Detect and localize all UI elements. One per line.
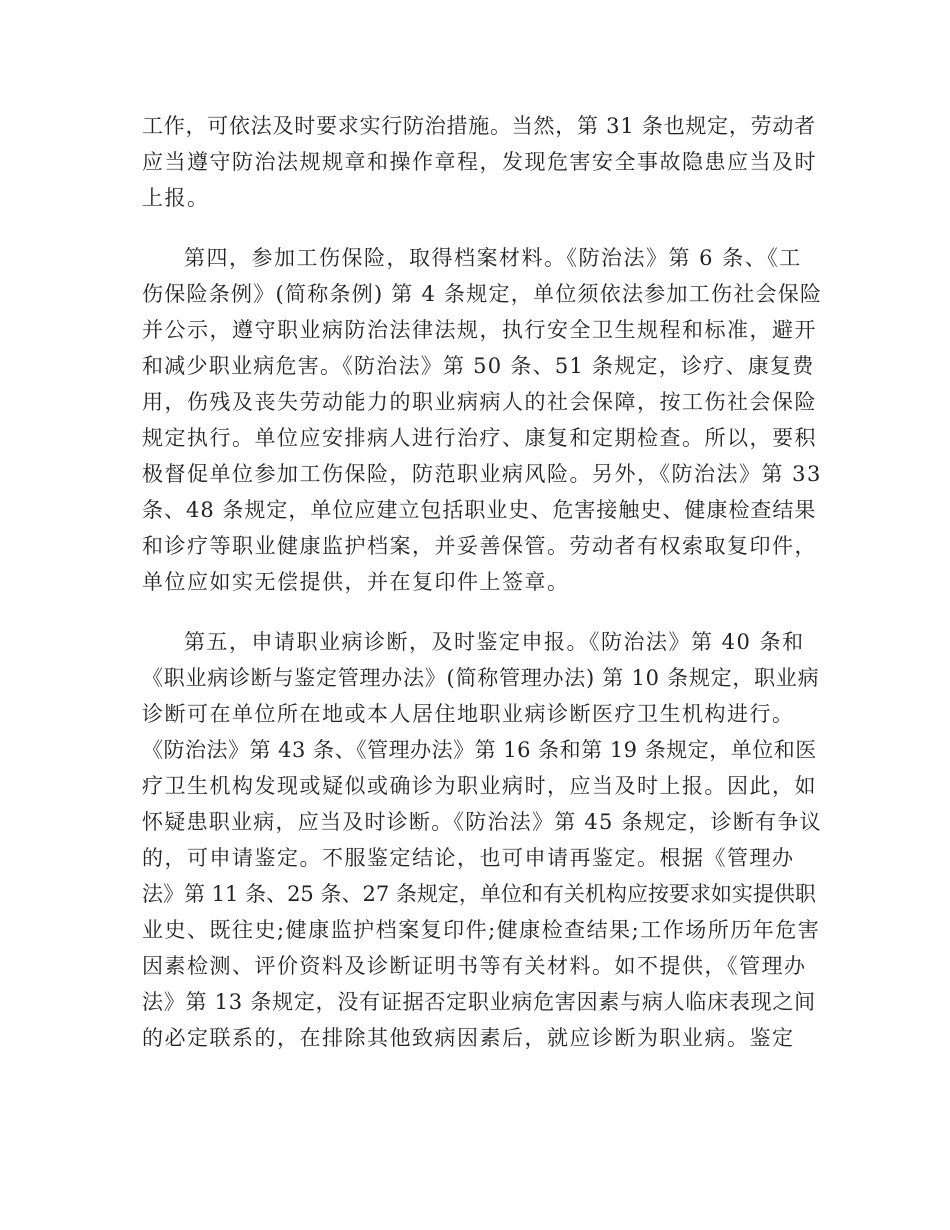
text-line: 法》第 13 条规定，没有证据否定职业病危害因素与病人临床表现之间 (142, 990, 816, 1014)
text-line: 极督促单位参加工伤保险，防范职业病风险。另外，《防治法》第 33 (142, 462, 822, 486)
text-line: 工作，可依法及时要求实行防治措施。当然，第 31 条也规定，劳动者 (142, 114, 816, 138)
text-line: 规定执行。单位应安排病人进行治疗、康复和定期检查。所以，要积 (142, 426, 817, 450)
document-body (142, 108, 822, 1080)
text-line: 诊断可在单位所在地或本人居住地职业病诊断医疗卫生机构进行。 (142, 702, 795, 726)
text-line: 业史、既往史;健康监护档案复印件;健康检查结果;工作场所历年危害 (142, 918, 821, 942)
text-line: 上报。 (142, 186, 210, 210)
text-line: 《防治法》第 43 条、《管理办法》第 16 条和第 19 条规定，单位和医 (142, 738, 817, 762)
text-line: 因素检测、评价资料及诊断证明书等有关材料。如不提供，《管理办 (142, 954, 807, 978)
text-line: 第四，参加工伤保险，取得档案材料。《防治法》第 6 条、《工 (184, 246, 802, 270)
text-line: 和减少职业病危害。《防治法》第 50 条、51 条规定，诊疗、康复费 (142, 354, 815, 378)
paragraph-2 (142, 240, 822, 600)
text-line: 和诊疗等职业健康监护档案，并妥善保管。劳动者有权索取复印件， (142, 534, 817, 558)
text-line: 《职业病诊断与鉴定管理办法》(简称管理办法) 第 10 条规定，职业病 (142, 666, 820, 690)
text-line: 的必定联系的，在排除其他致病因素后，就应诊断为职业病。鉴定 (142, 1026, 795, 1050)
paragraph-1 (142, 108, 822, 216)
text-line: 的，可申请鉴定。不服鉴定结论，也可申请再鉴定。根据《管理办 (142, 846, 795, 870)
text-line: 伤保险条例》(简称条例) 第 4 条规定，单位须依法参加工伤社会保险 (142, 282, 823, 306)
text-line: 用，伤残及丧失劳动能力的职业病病人的社会保障，按工伤社会保险 (142, 390, 817, 414)
text-line: 并公示，遵守职业病防治法律法规，执行安全卫生规程和标准，避开 (142, 318, 817, 342)
paragraph-3 (142, 624, 822, 1056)
text-line: 条、48 条规定，单位应建立包括职业史、危害接触史、健康检查结果 (142, 498, 817, 522)
text-line: 法》第 11 条、25 条、27 条规定，单位和有关机构应按要求如实提供职 (142, 882, 816, 906)
text-line: 第五，申请职业病诊断，及时鉴定申报。《防治法》第 40 条和 (184, 630, 805, 654)
text-line: 疗卫生机构发现或疑似或确诊为职业病时，应当及时上报。因此，如 (142, 774, 817, 798)
text-line: 单位应如实无偿提供，并在复印件上签章。 (142, 570, 570, 594)
text-line: 怀疑患职业病，应当及时诊断。《防治法》第 45 条规定，诊断有争议 (142, 810, 822, 834)
text-line: 应当遵守防治法规规章和操作章程，发现危害安全事故隐患应当及时 (142, 150, 817, 174)
